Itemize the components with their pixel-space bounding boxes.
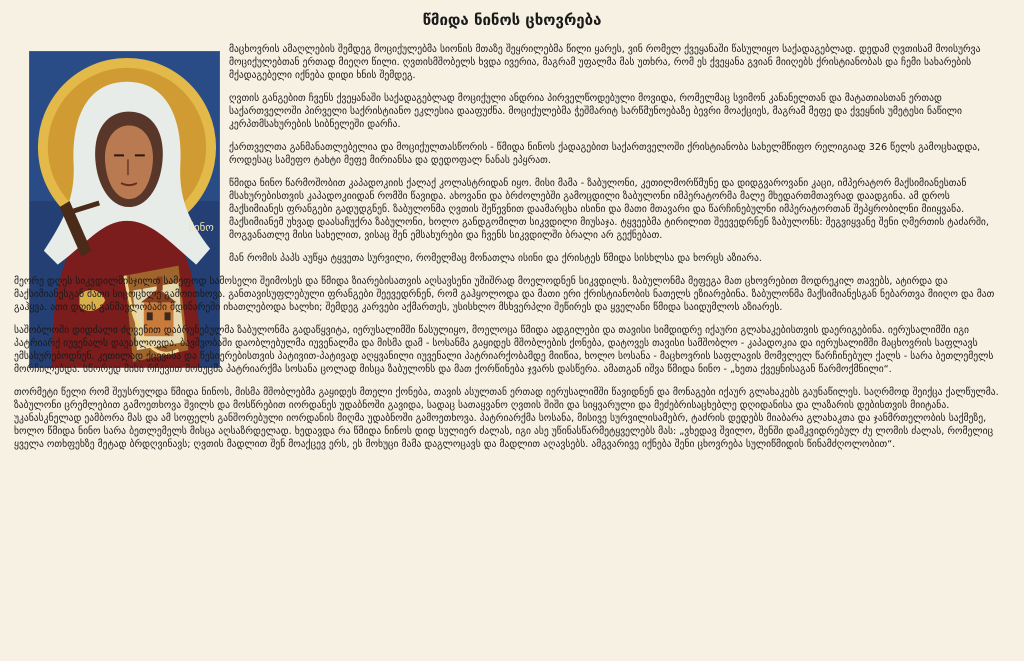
- paragraph: ქართველთა განმანათლებელია და მოციქულთასწორის - წმიდა ნინოს ქადაგებით საქართველოში ქრისტიანობა სახელმწიფო რელიგიად 326 წელს გამოცხადდა, როდესაც სამეფო ტახტი მეფე მირიანსა და დედოფალ ნანას ეპყრათ.: [229, 142, 981, 166]
- paragraph: თორმეტი წელი რომ შეუსრულდა წმიდა ნინოს, მისმა მშობლებმა გაყიდეს მთელი ქონება, თავის ასულთან ერთად იერუსალიმში წავიდნენ და მონაგები იქაურ გლახაკებს გაუნაწილეს. საღრმოდ შეიქცა ქალწულმა. ზაბულონი ცრემლებით გამოეთხოვა შვილს და მოსწრებით იორდანეს უდაბნოში გავიდა, სადაც სათაყვანო ღვთის შიში და სიყვარული და მეძებრისაცხებლე დღიდანისა და ლაზარის დებისთვის მიიტანა. უკანასკნელად ეამბორა მას და ამ სოფელს განშორებული იორდანის მიღმა უდაბნოში გამოეთხოვა. პატრიარქმა სოსანა, მისივე სურვილისამებრ, ტაძრის დედებს მიაბარა გლახაკთა და ჯანმრთელობის საქმეზე, ხოლო წმიდა ნინო სარა ბეთლემელს მისცა აღსაზრდელად. ხედავდა რა წმიდა ნინოს დიდ სულიერ ძალას, იგი ასე უწინასწარმეტყველებს მას: „ვხედავ შვილო, შენში დამკვიდრებულ ძუ ლომის ძალას, რომელიც ყველა ოთხფეხზე მეტად ბრდღვინავს; ღვთის მადლით შენ მოაქცევ ერს, ეს მოხუცი მამა დაგლოცავს და მადლით აღავსებს. ამგვარივე იქნება შენი ცხოვრება სულიწმიდის წინამძღოლობით“.: [14, 387, 999, 450]
- paragraph: მან რომის პაპს აუწყა ტყვეთა სურვილი, რომელმაც მონათლა ისინი და ქრისტეს წმიდა სისხლსა და ხორცს აზიარა.: [229, 253, 762, 264]
- paragraph: საშობლოში დიდძალი ძღვენით დაბრუნებულმა ზაბულონმა გადაწყვიტა, იერუსალიმში წასულიყო, მოელოცა წმიდა ადგილები და თავისი სიმდიდრე იქაური გლახაკებისთვის დაერიგებინა. იერუსალიმში იგი პატრიარქ იუვენალს დაუახლოვდა. ბავშვობაში დაობლებულმა იუვენალმა და მისმა დამ - სოსანმა გაყიდეს მშობლების ქონება, დატოვეს თავისი სამშობლო - კაპადოკია და იერუსალიმში მაცხოვრის საფლავს ემსახურებოდნენ. კეთილად ქცევისა და წესიერებისთვის პატივით-პატივად აღყვანილი იუვენალი პატრიარქობამდე მიიწია, ხოლო სოსანა - მაცხოვრის საფლავის მომვლელ წარჩინებულ ქალს - სარა ბეთლემელს მორჩილებდა. სწორედ მისი რჩევით მოხუცმა პატრიარქმა სოსანა ცოლად მისცა ზაბულონს და მათ ქორწინება ჯვარს დასწერა. ამათგან იშვა წმიდა ნინო - „ხეთა ქვეყნისაგან წარმოქმნილი“.: [14, 325, 994, 375]
- paragraph: ღვთის განგებით ჩვენს ქვეყანაში საქადაგებლად მოციქული ანდრია პირველწოდებული მოვიდა, რომელმაც სვიმონ კანანელთან და მატათიასთან ერთად საქართველოში პირველი საქრისტიანო ეკლესია დააფუძნა. მოციქულებმა ჭეშმარიტ სარწმუნოებაზე ბევრი მოაქციეს, მაგრამ მეფე და ქვეყნის უმეტესი ნაწილი კერპთმსახურების სიბნელეში დარჩა.: [229, 93, 962, 130]
- icon-caption: ნინო: [188, 220, 214, 234]
- article-body: [14, 43, 1004, 461]
- paragraph: მეორე დღეს სიკვდილმისჯილთ სამეფოდ სამოსელი შეიმოსეს და წმიდა ზიარებისათვის აღსავსენი უშიშრად მოელოდნენ სიკვდილს. ზაბულონმა მეფეგა მათ ცხოვრებით მოდრეკილ თავებს, ატირდა და მაქსიმიანესგან მათი სიცოცხლე გამოითხოვა. განთავისუფლებული ფრანგები შეევედრნენ, რომ გაჰყოლოდა და მათი ერი ქრისტიანობის ნათელს ეზიარებინა. ზაბულონმა მაქსიმიანესგან ნებართვა მიიღო და მათ გაჰყვა. ათი დღის განმავლობაში მდინარეში იხათლებოდა ხალხი; შემდეგ კარვები აქმართეს, უსისხლო მსხვერპლი შეწირეს და ყველანი წმიდა საიდუმლოს აზიარეს.: [14, 276, 995, 313]
- paragraph: წმიდა ნინო წარმოშობით კაპადოკიის ქალაქ კოლასტრიდან იყო. მისი მამა - ზაბულონი, კეთილმორწმუნე და დიდგვაროვანი კაცი, იმპერატორ მაქსიმიანესთან მსახურებისთვის კაპადოკიიდან რომში წავიდა. ახოვანი და ბრძოლებში გამოცდილი ზაბულონი იმპერატორმა მალე მხედართმთავრად დაადგინა. ამ დროს მაქსიმიანეს ფრანგები გადუდგნენ. ზაბულონმა ღვთის შეწევნით დაამარცხა ისინი და მათი მთავარი და წარჩინებულნი იმპერატორთან შეპყრობილნი მიიყვანა. მაქსიმიანემ უხვად დაასაჩუქრა ზაბულონი, ხოლო განდგომილთ სიკვდილი მიუსაჯა. ტყვეებმა ტირილით შეევედრნენ ზაბულონს: შეგვიყვანე შენი ღმერთის ტაძარში, მოგვანათლე მისი სახელით, ვისაც შენ ემსახურები და ჩვენს სიკვდილში ბრალი არ გექნებათ.: [229, 178, 989, 241]
- paragraph: მაცხოვრის ამაღლების შემდეგ მოციქულებმა სიონის მთაზე შეყრილებმა წილი ყარეს, ვინ რომელ ქვეყანაში წასულიყო საქადაგებლად. დედამ ღვთისამ მოისურვა მოციქულებთან ერთად მიეღო წილი. ღვთისმშობელს ხვდა ივერია, მაგრამ უფალმა მას უთხრა, რომ ეს ქვეყანა გვიან მიიღებს ქრისტიანობას და ჩემი სახარების მქადაგებელი იქნება დიდი ხნის შემდეგ.: [229, 44, 981, 81]
- page-title: წმიდა ნინოს ცხოვრება: [422, 11, 602, 29]
